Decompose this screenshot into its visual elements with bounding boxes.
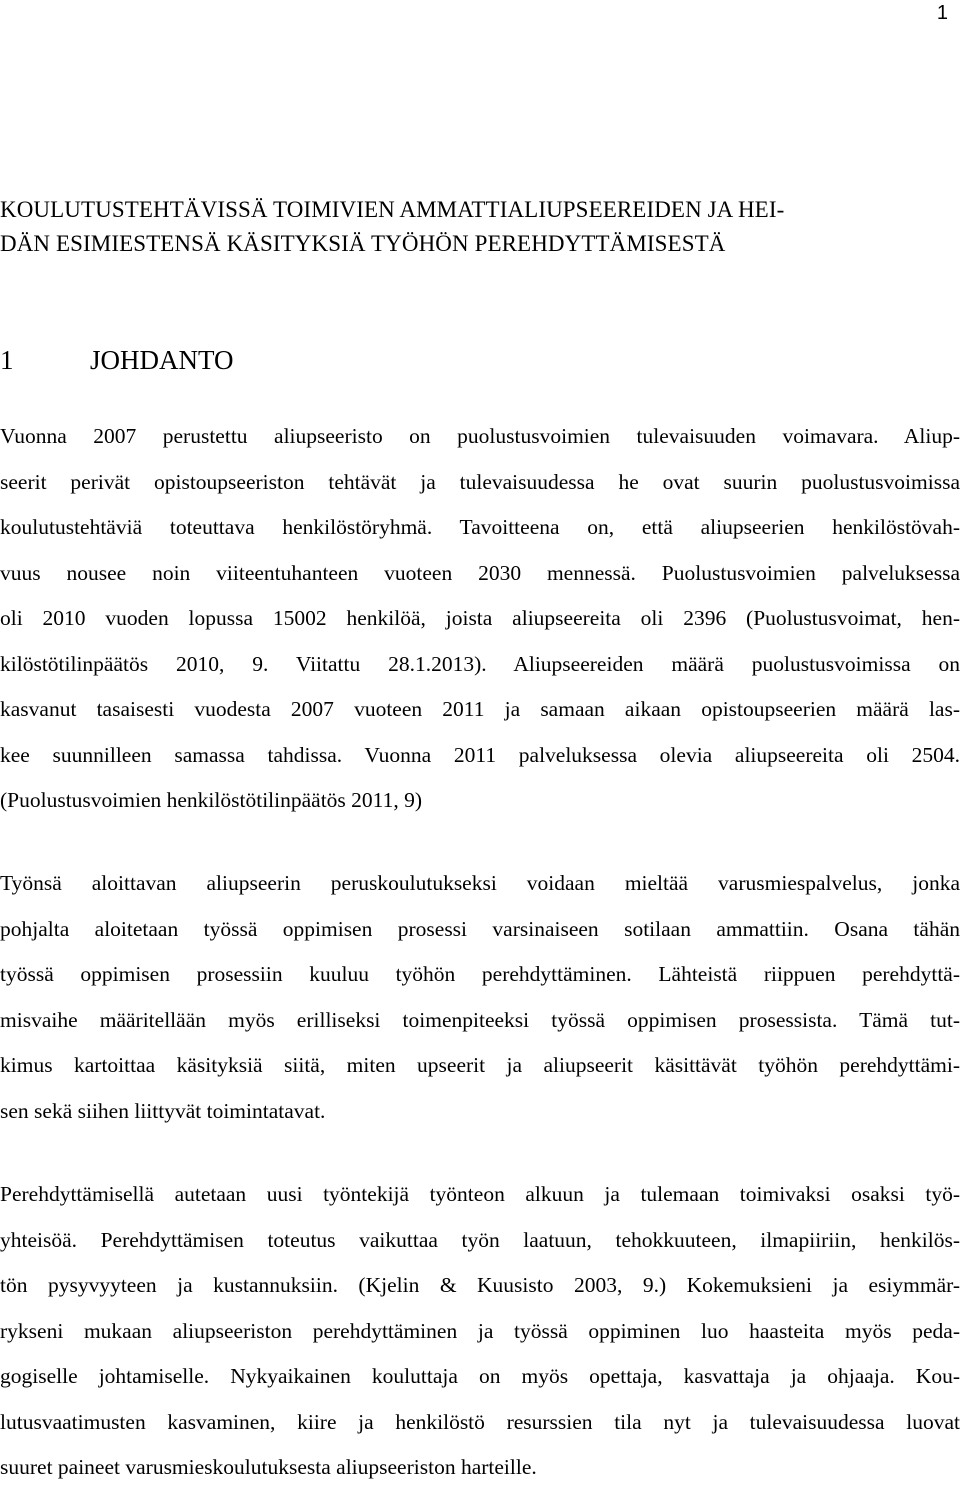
page-number: 1	[936, 2, 948, 24]
text-line: suuret paineet varusmieskoulutuksesta aliupseeriston harteille.	[0, 1455, 537, 1479]
text-line: oli 2010 vuoden lopussa 15002 henkilöä, joista aliupseereita oli 2396 (Puolustusvoimat, hen-	[0, 606, 960, 630]
text-line: seerit perivät opistoupseeriston tehtävät ja tulevaisuudessa he ovat suurin puolustusvoimissa	[0, 469, 960, 494]
text-line: kimus kartoittaa käsityksiä siitä, miten upseerit ja aliupseerit käsittävät työhön perehdyttämi-	[0, 1053, 960, 1077]
title-line: DÄN ESIMIESTENSÄ KÄSITYKSIÄ TYÖHÖN PEREHDYTTÄMISESTÄ	[0, 231, 726, 256]
text-line: vuus nousee noin viiteentuhanteen vuoteen 2030 mennessä. Puolustusvoimien palveluksessa	[0, 560, 960, 585]
text-line: sen sekä siihen liittyvät toimintatavat.	[0, 1098, 326, 1123]
text-line: kee suunnilleen samassa tahdissa. Vuonna 2011 palveluksessa olevia aliupseereita oli 2504.	[0, 742, 960, 767]
text-line: tön pysyvyyteen ja kustannuksiin. (Kjelin & Kuusisto 2003, 9.) Kokemuksieni ja esiymmär-	[0, 1273, 960, 1297]
text-line: misvaihe määritellään myös erilliseksi toimenpiteeksi työssä oppimisen prosessista. Tämä tut-	[0, 1007, 960, 1032]
text-line: kasvanut tasaisesti vuodesta 2007 vuoteen 2011 ja samaan aikaan opistoupseerien määrä las-	[0, 697, 960, 721]
text-line: Perehdyttämisellä autetaan uusi työntekijä työnteon alkuun ja tulemaan toimivaksi osaksi työ-	[0, 1182, 960, 1206]
text-line: kilöstötilinpäätös 2010, 9. Viitattu 28.1.2013). Aliupseereiden määrä puolustusvoimissa on	[0, 651, 960, 676]
paragraph-orientation	[0, 861, 960, 1134]
section-number: 1	[0, 345, 14, 375]
paragraph-intro	[0, 414, 960, 824]
text-line: (Puolustusvoimien henkilöstötilinpäätös 2011, 9)	[0, 788, 423, 812]
text-line: gogiselle johtamiselle. Nykyaikainen kouluttaja on myös opettaja, kasvattaja ja ohjaaja. Kou-	[0, 1364, 960, 1388]
text-line: ryksenі mukaan aliupseeriston perehdyttäminen ja työssä oppiminen luo haasteita myös peda-	[0, 1318, 960, 1343]
text-line: Vuonna 2007 perustettu aliupseeristo on puolustusvoimien tulevaisuuden voimavara. Aliup-	[0, 424, 960, 448]
section-title: JOHDANTO	[90, 345, 234, 375]
text-line: Työnsä aloittavan aliupseerin peruskoulutukseksi voidaan mieltää varusmiespalvelus, jonka	[0, 871, 960, 895]
paragraph-induction	[0, 1172, 960, 1491]
text-line: lutusvaatimusten kasvaminen, kiire ja henkilöstö resurssien tila nyt ja tulevaisuudessa luovat	[0, 1409, 960, 1434]
text-line: pohjalta aloitetaan työssä oppimisen prosessi varsinaiseen sotilaan ammattiin. Osana tähän	[0, 916, 960, 941]
title-line: KOULUTUSTEHTÄVISSÄ TOIMIVIEN AMMATTIALIUPSEEREIDEN JA HEI-	[0, 197, 785, 222]
text-line: yhteisöä. Perehdyttämisen toteutus vaikuttaa työn laatuun, tehokkuuteen, ilmapiiriin, henkilös-	[0, 1227, 960, 1252]
text-line: koulutustehtäviä toteuttava henkilöstöryhmä. Tavoitteena on, että aliupseerien henkilöstövah-	[0, 515, 960, 539]
section-heading	[0, 340, 234, 380]
document-title	[0, 193, 950, 261]
text-line: työssä oppimisen prosessiin kuuluu työhön perehdyttäminen. Lähteistä riippuen perehdyttä-	[0, 962, 960, 986]
